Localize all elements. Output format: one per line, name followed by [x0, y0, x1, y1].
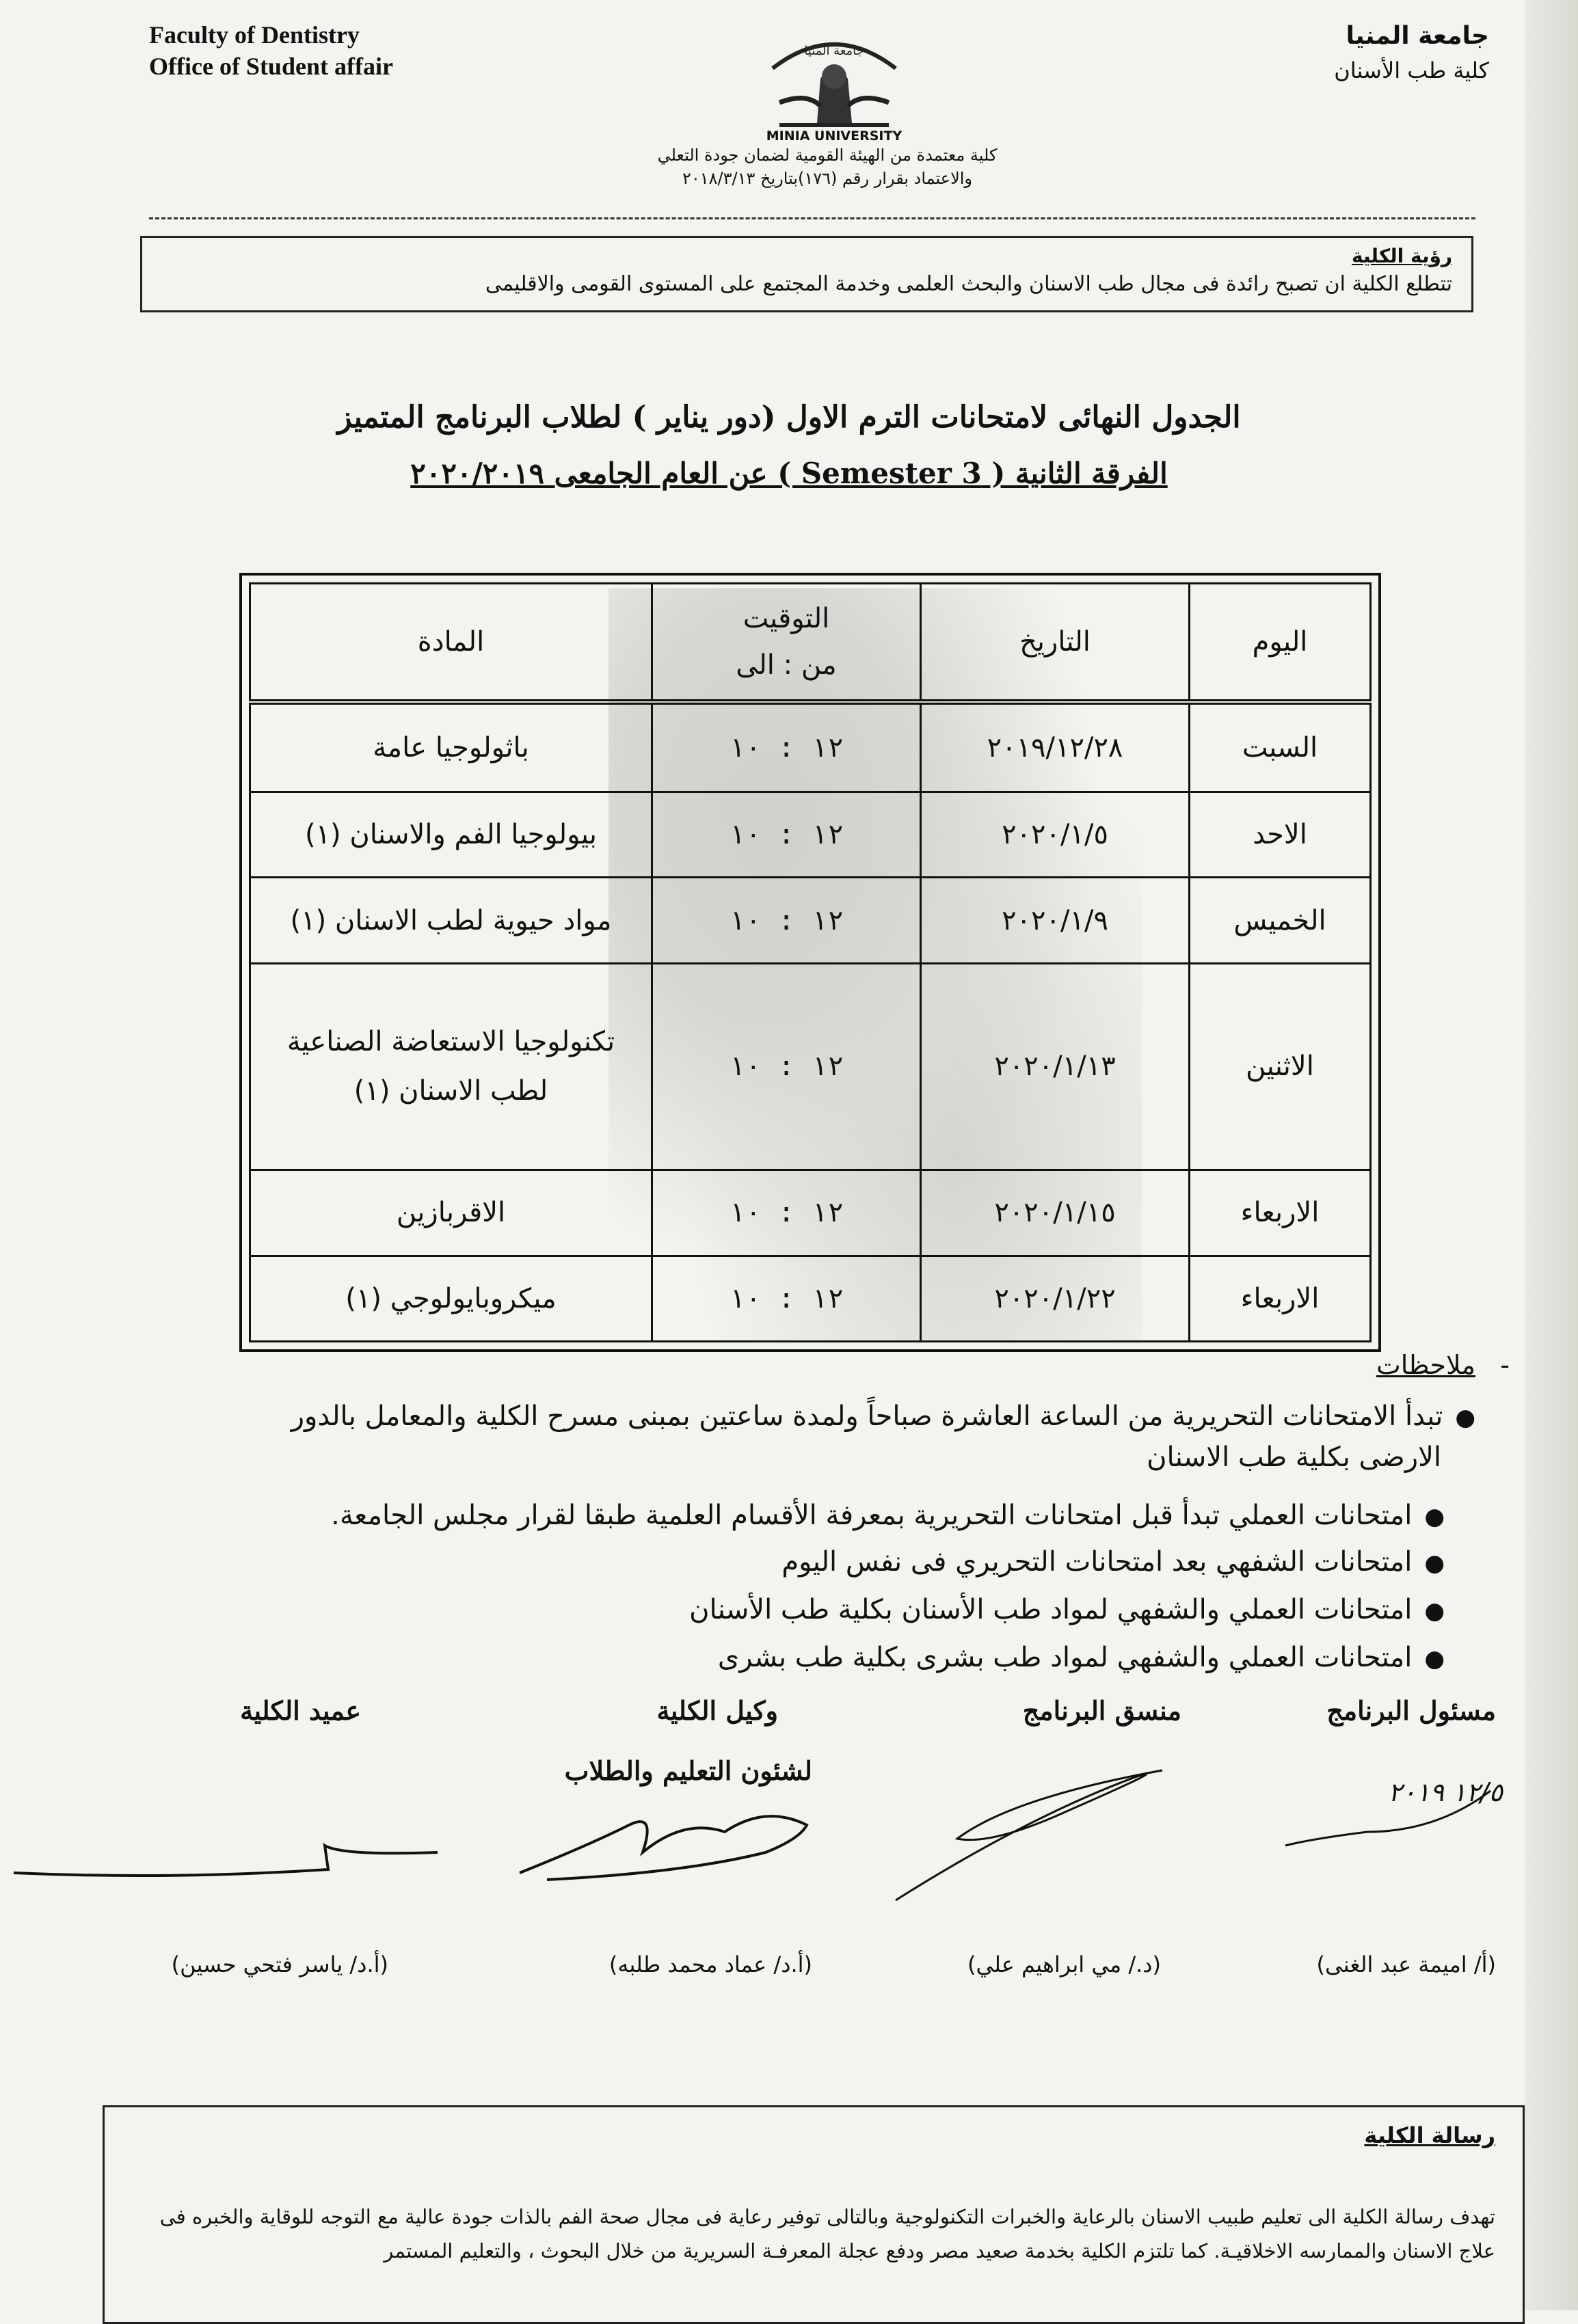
header-time	[652, 584, 921, 703]
cell-date: ٢٠١٩/١٢/٢٨	[921, 702, 1190, 792]
header-day: اليوم	[1190, 584, 1371, 703]
cell-subject: باثولوجيا عامة	[250, 702, 652, 792]
program-officer-name: (أ/ اميمة عبد الغنى)	[1316, 1951, 1496, 1977]
page-edge-shadow	[1525, 0, 1578, 2310]
dean-role: عميد الكلية	[240, 1695, 361, 1726]
cell-day: الاحد	[1190, 792, 1371, 878]
faculty-name-english	[149, 19, 393, 82]
vision-box	[140, 236, 1473, 312]
program-officer-role: مسئول البرنامج	[1326, 1695, 1496, 1726]
table-row	[250, 963, 1371, 1170]
schedule-title: الجدول النهائى لامتحانات الترم الاول (دور يناير ) لطلاب البرنامج المتميز	[337, 400, 1241, 435]
cell-subject	[250, 963, 652, 1170]
cell-time: ١٢ : ١٠	[652, 702, 921, 792]
bullet-icon: ●	[1455, 1404, 1475, 1431]
cell-subject: بيولوجيا الفم والاسنان (١)	[250, 792, 652, 878]
program-coordinator-role: منسق البرنامج	[1022, 1695, 1181, 1726]
vice-dean-role: وكيل الكلية	[656, 1695, 778, 1726]
cell-time: ١٢ : ١٠	[652, 1256, 921, 1341]
university-name: جامعة المنيا	[1346, 22, 1489, 50]
accreditation-line-2: والاعتماد بقرار رقم (١٧٦)بتاريخ ٢٠١٨/٣/١٣	[682, 169, 973, 188]
header-divider	[149, 217, 1475, 219]
cell-time: ١٢ : ١٠	[652, 963, 921, 1170]
program-officer-signature	[1285, 1791, 1490, 1846]
bullet-icon: ●	[1424, 1645, 1445, 1673]
handwritten-date: ١٢/٥ ٢٠١٩	[1388, 1777, 1503, 1807]
note-item	[781, 1543, 1445, 1582]
note-text: امتحانات العملي والشفهي لمواد طب الأسنان بكلية طب الأسنان	[689, 1594, 1413, 1625]
note-text: امتحانات العملي والشفهي لمواد طب بشرى بكلية طب بشرى	[717, 1642, 1413, 1673]
faculty-name: كلية طب الأسنان	[1334, 57, 1489, 83]
header-time-label: التوقيت	[743, 603, 830, 634]
cell-day: الخميس	[1190, 878, 1371, 963]
signatures-area	[0, 1736, 1578, 1928]
notes-dash: -	[1500, 1350, 1510, 1380]
cell-day: الاربعاء	[1190, 1256, 1371, 1341]
table-row	[250, 878, 1371, 963]
cell-subject: ميكروبايولوجي (١)	[250, 1256, 652, 1341]
vice-dean-subtitle: لشئون التعليم والطلاب	[564, 1755, 812, 1786]
cell-subject: مواد حيوية لطب الاسنان (١)	[250, 878, 652, 963]
program-coordinator-name: (د./ مي ابراهيم علي)	[967, 1951, 1161, 1977]
faculty-name-line: Faculty of Dentistry	[149, 21, 360, 49]
cell-date: ٢٠٢٠/١/١٥	[921, 1170, 1190, 1256]
mission-box	[103, 2105, 1525, 2324]
note-text: تبدأ الامتحانات التحريرية من الساعة العاشرة صباحاً ولمدة ساعتين بمبنى مسرح الكلية والمعامل بالدور	[291, 1401, 1443, 1432]
cell-date: ٢٠٢٠/١/٥	[921, 792, 1190, 878]
table-row	[250, 702, 1371, 792]
exam-schedule-table	[249, 582, 1372, 1342]
accreditation-line-1: كلية معتمدة من الهيئة القومية لضمان جودة التعلي	[657, 146, 998, 165]
logo-arabic-text: جامعة المنيا	[804, 44, 864, 58]
table-row	[250, 792, 1371, 878]
header-time-range: من : الى	[736, 649, 837, 681]
cell-subject-line-1: تكنولوجيا الاستعاضة الصناعية	[286, 1026, 615, 1058]
logo-english-text: MINIA UNIVERSITY	[766, 129, 902, 144]
note-continuation: الارضى بكلية طب الاسنان	[1147, 1442, 1441, 1473]
mission-title: رسالة الكلية	[1364, 2122, 1495, 2148]
accreditation-note	[636, 144, 1019, 190]
vision-text: تتطلع الكلية ان تصبح رائدة فى مجال طب الاسنان والبحث العلمى وخدمة المجتمع على المستوى القومى والاقليمى	[485, 272, 1452, 296]
notes-label: ملاحظات	[1376, 1350, 1475, 1380]
program-coordinator-signature	[896, 1770, 1162, 1900]
cell-time: ١٢ : ١٠	[652, 1170, 921, 1256]
exam-schedule-table-frame	[239, 573, 1381, 1352]
schedule-subtitle	[0, 457, 1578, 490]
mission-text: تهدف رسالة الكلية الى تعليم طبيب الاسنان بالرعاية والخبرات التكنولوجية وبالتالى توفير رعاية فى مجال صحة الفم بالذات جودة عالية مع التوجه للوقاية والخبره فى علاج الاسنان والممارسه الاخلاقيـة. كما تلتزم الكلية بخدمة صعيد مصر ودفع عجلة المعرفـة السريرية من خلال البحوث ، والتعليم المستمر	[159, 2205, 1495, 2262]
vision-title: رؤية الكلية	[1352, 245, 1452, 267]
minia-university-logo	[752, 27, 916, 144]
office-name-line: Office of Student affair	[149, 53, 393, 80]
vice-dean-name: (أ.د/ عماد محمد طلبه)	[609, 1951, 812, 1977]
dean-name: (أ.د/ ياسر فتحي حسين)	[171, 1951, 388, 1977]
note-item	[689, 1591, 1445, 1630]
cell-subject-line-2: لطب الاسنان (١)	[353, 1075, 548, 1107]
cell-date: ٢٠٢٠/١/٩	[921, 878, 1190, 963]
bullet-icon: ●	[1424, 1503, 1445, 1530]
cell-date: ٢٠٢٠/١/١٣	[921, 963, 1190, 1170]
table-row	[250, 1256, 1371, 1341]
schedule-subtitle-text: الفرقة الثانية ( Semester 3 ) عن العام الجامعى ٢٠٢٠/٢٠١٩	[410, 457, 1168, 490]
cell-time: ١٢ : ١٠	[652, 792, 921, 878]
bullet-icon: ●	[1424, 1597, 1445, 1625]
header-date: التاريخ	[921, 584, 1190, 703]
dean-signature	[14, 1846, 438, 1876]
bullet-icon: ●	[1424, 1550, 1445, 1577]
cell-day: الاربعاء	[1190, 1170, 1371, 1256]
table-row	[250, 1170, 1371, 1256]
cell-date: ٢٠٢٠/١/٢٢	[921, 1256, 1190, 1341]
note-text: امتحانات العملي تبدأ قبل امتحانات التحريرية بمعرفة الأقسام العلمية طبقا لقرار مجلس الجامعة.	[331, 1500, 1413, 1531]
note-text: امتحانات الشفهي بعد امتحانات التحريري فى نفس اليوم	[781, 1546, 1413, 1578]
university-name-arabic	[1334, 19, 1489, 87]
cell-subject: الاقربازين	[250, 1170, 652, 1256]
cell-day: السبت	[1190, 702, 1371, 792]
vice-dean-signature	[520, 1816, 807, 1880]
note-item	[718, 1639, 1445, 1677]
header-subject: المادة	[250, 584, 652, 703]
note-item	[108, 1398, 1475, 1436]
cell-day: الاثنين	[1190, 963, 1371, 1170]
cell-time: ١٢ : ١٠	[652, 878, 921, 963]
table-header-row	[250, 584, 1371, 703]
note-item	[146, 1497, 1445, 1535]
